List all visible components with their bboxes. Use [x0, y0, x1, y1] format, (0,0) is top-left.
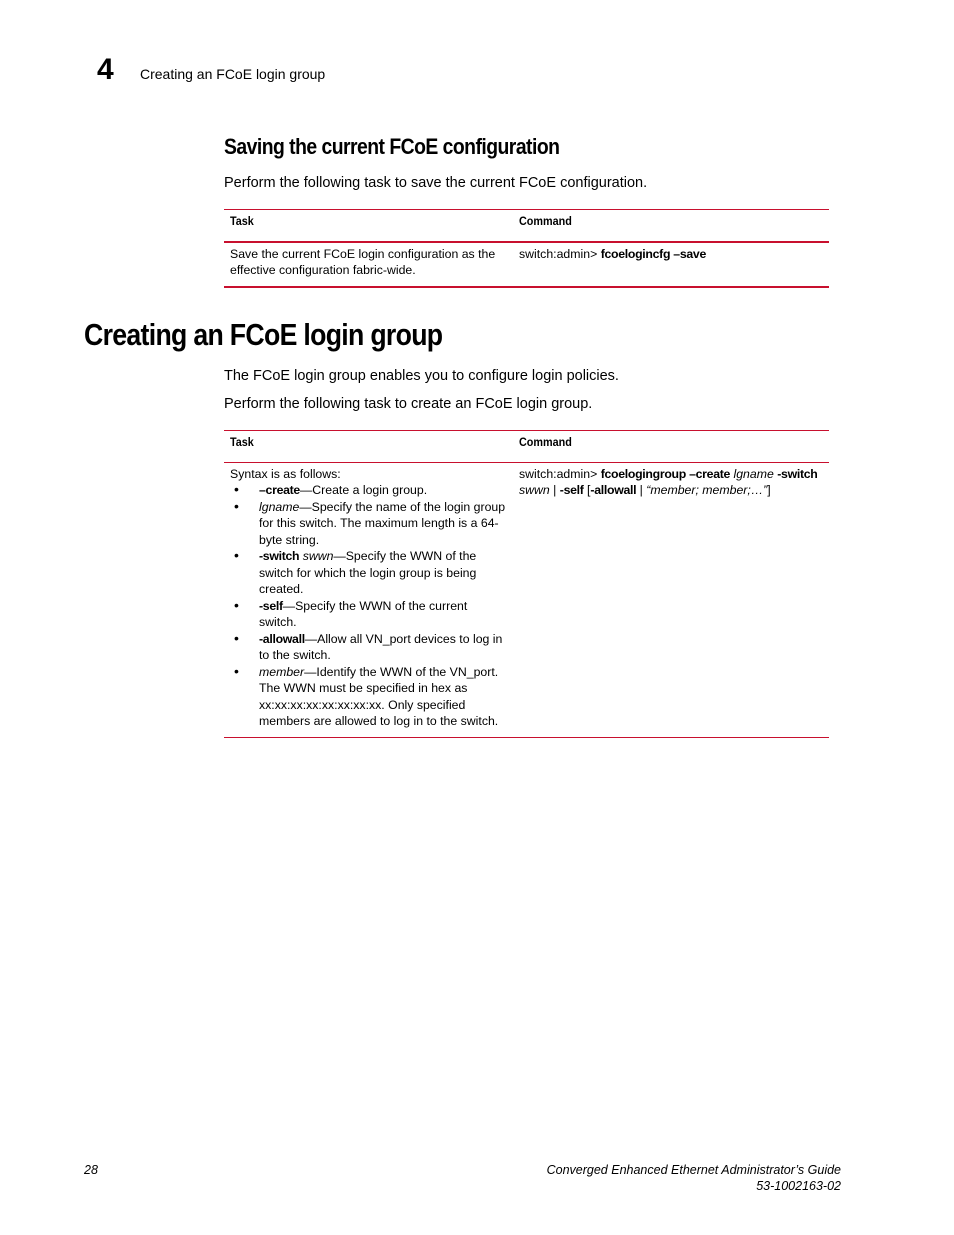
list-item	[230, 631, 507, 664]
table-row	[224, 462, 829, 737]
column-header-command: Command	[513, 431, 829, 463]
column-header-command: Command	[513, 210, 829, 242]
footer-doc-info	[547, 1162, 841, 1194]
option-description: —Identify the WWN of the VN_port. The WWN must be specified in hex as xx:xx:xx:xx:xx:xx:xx:xx. Only specified members are allowed to log in to the switch.	[259, 664, 499, 728]
bullet: •	[234, 662, 239, 679]
command-keyword: fcoelogingroup –create	[600, 466, 731, 481]
option-description: —Specify the WWN of the switch for which the login group is being created.	[259, 549, 477, 596]
list-item	[230, 548, 507, 598]
command-keyword: fcoelogincfg –save	[600, 246, 706, 261]
save-intro-paragraph: Perform the following task to save the current FCoE configuration.	[224, 175, 648, 191]
list-item	[230, 499, 507, 549]
table-row	[224, 242, 829, 287]
command-keyword: -switch	[777, 466, 818, 481]
command-cell	[513, 242, 829, 287]
option-description: —Allow all VN_port devices to log in to the switch.	[259, 631, 503, 662]
command-keyword: -allowall	[590, 483, 637, 497]
column-header-task: Task	[224, 431, 513, 463]
create-intro-paragraph-1: The FCoE login group enables you to configure login policies.	[224, 368, 619, 384]
command-bracket: ]	[767, 483, 771, 497]
bullet: •	[234, 547, 239, 563]
option-variable: member	[259, 664, 305, 679]
option-keyword: -allowall	[259, 631, 305, 646]
table-header-row	[224, 210, 829, 242]
bullet: •	[234, 596, 239, 613]
command-bracket: [	[583, 483, 591, 497]
command-prompt: switch:admin>	[519, 246, 598, 261]
bullet: •	[234, 497, 239, 514]
chapter-number: 4	[97, 53, 114, 86]
option-description: —Specify the WWN of the current switch.	[259, 598, 468, 629]
command-variable: “member; member;…”	[646, 483, 768, 497]
option-keyword: -switch	[259, 549, 300, 563]
table-header-row	[224, 431, 829, 463]
syntax-intro: Syntax is as follows:	[230, 466, 341, 481]
option-keyword: -self	[259, 598, 283, 613]
option-description: —Create a login group.	[299, 483, 428, 497]
command-keyword: -self	[559, 483, 584, 497]
task-cell	[224, 462, 513, 737]
bullet: •	[234, 629, 239, 646]
doc-title: Converged Enhanced Ethernet Administrator’s Guide	[546, 1163, 841, 1177]
command-separator: |	[549, 483, 560, 497]
list-item	[230, 598, 507, 631]
doc-number: 53-1002163-02	[756, 1179, 841, 1193]
section-heading-save: Saving the current FCoE configuration	[224, 134, 560, 159]
syntax-list	[230, 482, 507, 730]
save-config-table	[224, 209, 829, 288]
command-separator: |	[636, 483, 647, 497]
option-variable: lgname	[259, 499, 300, 514]
section-heading-create: Creating an FCoE login group	[84, 317, 443, 352]
task-cell: Save the current FCoE login configuration as the effective configuration fabric-wide.	[224, 242, 513, 287]
command-cell	[513, 462, 829, 737]
list-item	[230, 664, 507, 730]
running-header-title: Creating an FCoE login group	[140, 66, 326, 82]
option-variable: swwn	[302, 549, 334, 563]
option-description: —Specify the name of the login group for this switch. The maximum length is a 64-byte string.	[259, 499, 506, 547]
column-header-task: Task	[224, 210, 513, 242]
create-intro-paragraph-2: Perform the following task to create an FCoE login group.	[224, 396, 593, 412]
list-item	[230, 482, 507, 499]
command-prompt: switch:admin>	[519, 466, 598, 481]
command-variable: lgname	[733, 466, 774, 481]
page-number: 28	[84, 1163, 98, 1177]
option-keyword: –create	[259, 483, 300, 497]
bullet: •	[234, 481, 239, 497]
command-variable: swwn	[519, 483, 550, 497]
create-group-table	[224, 430, 829, 738]
